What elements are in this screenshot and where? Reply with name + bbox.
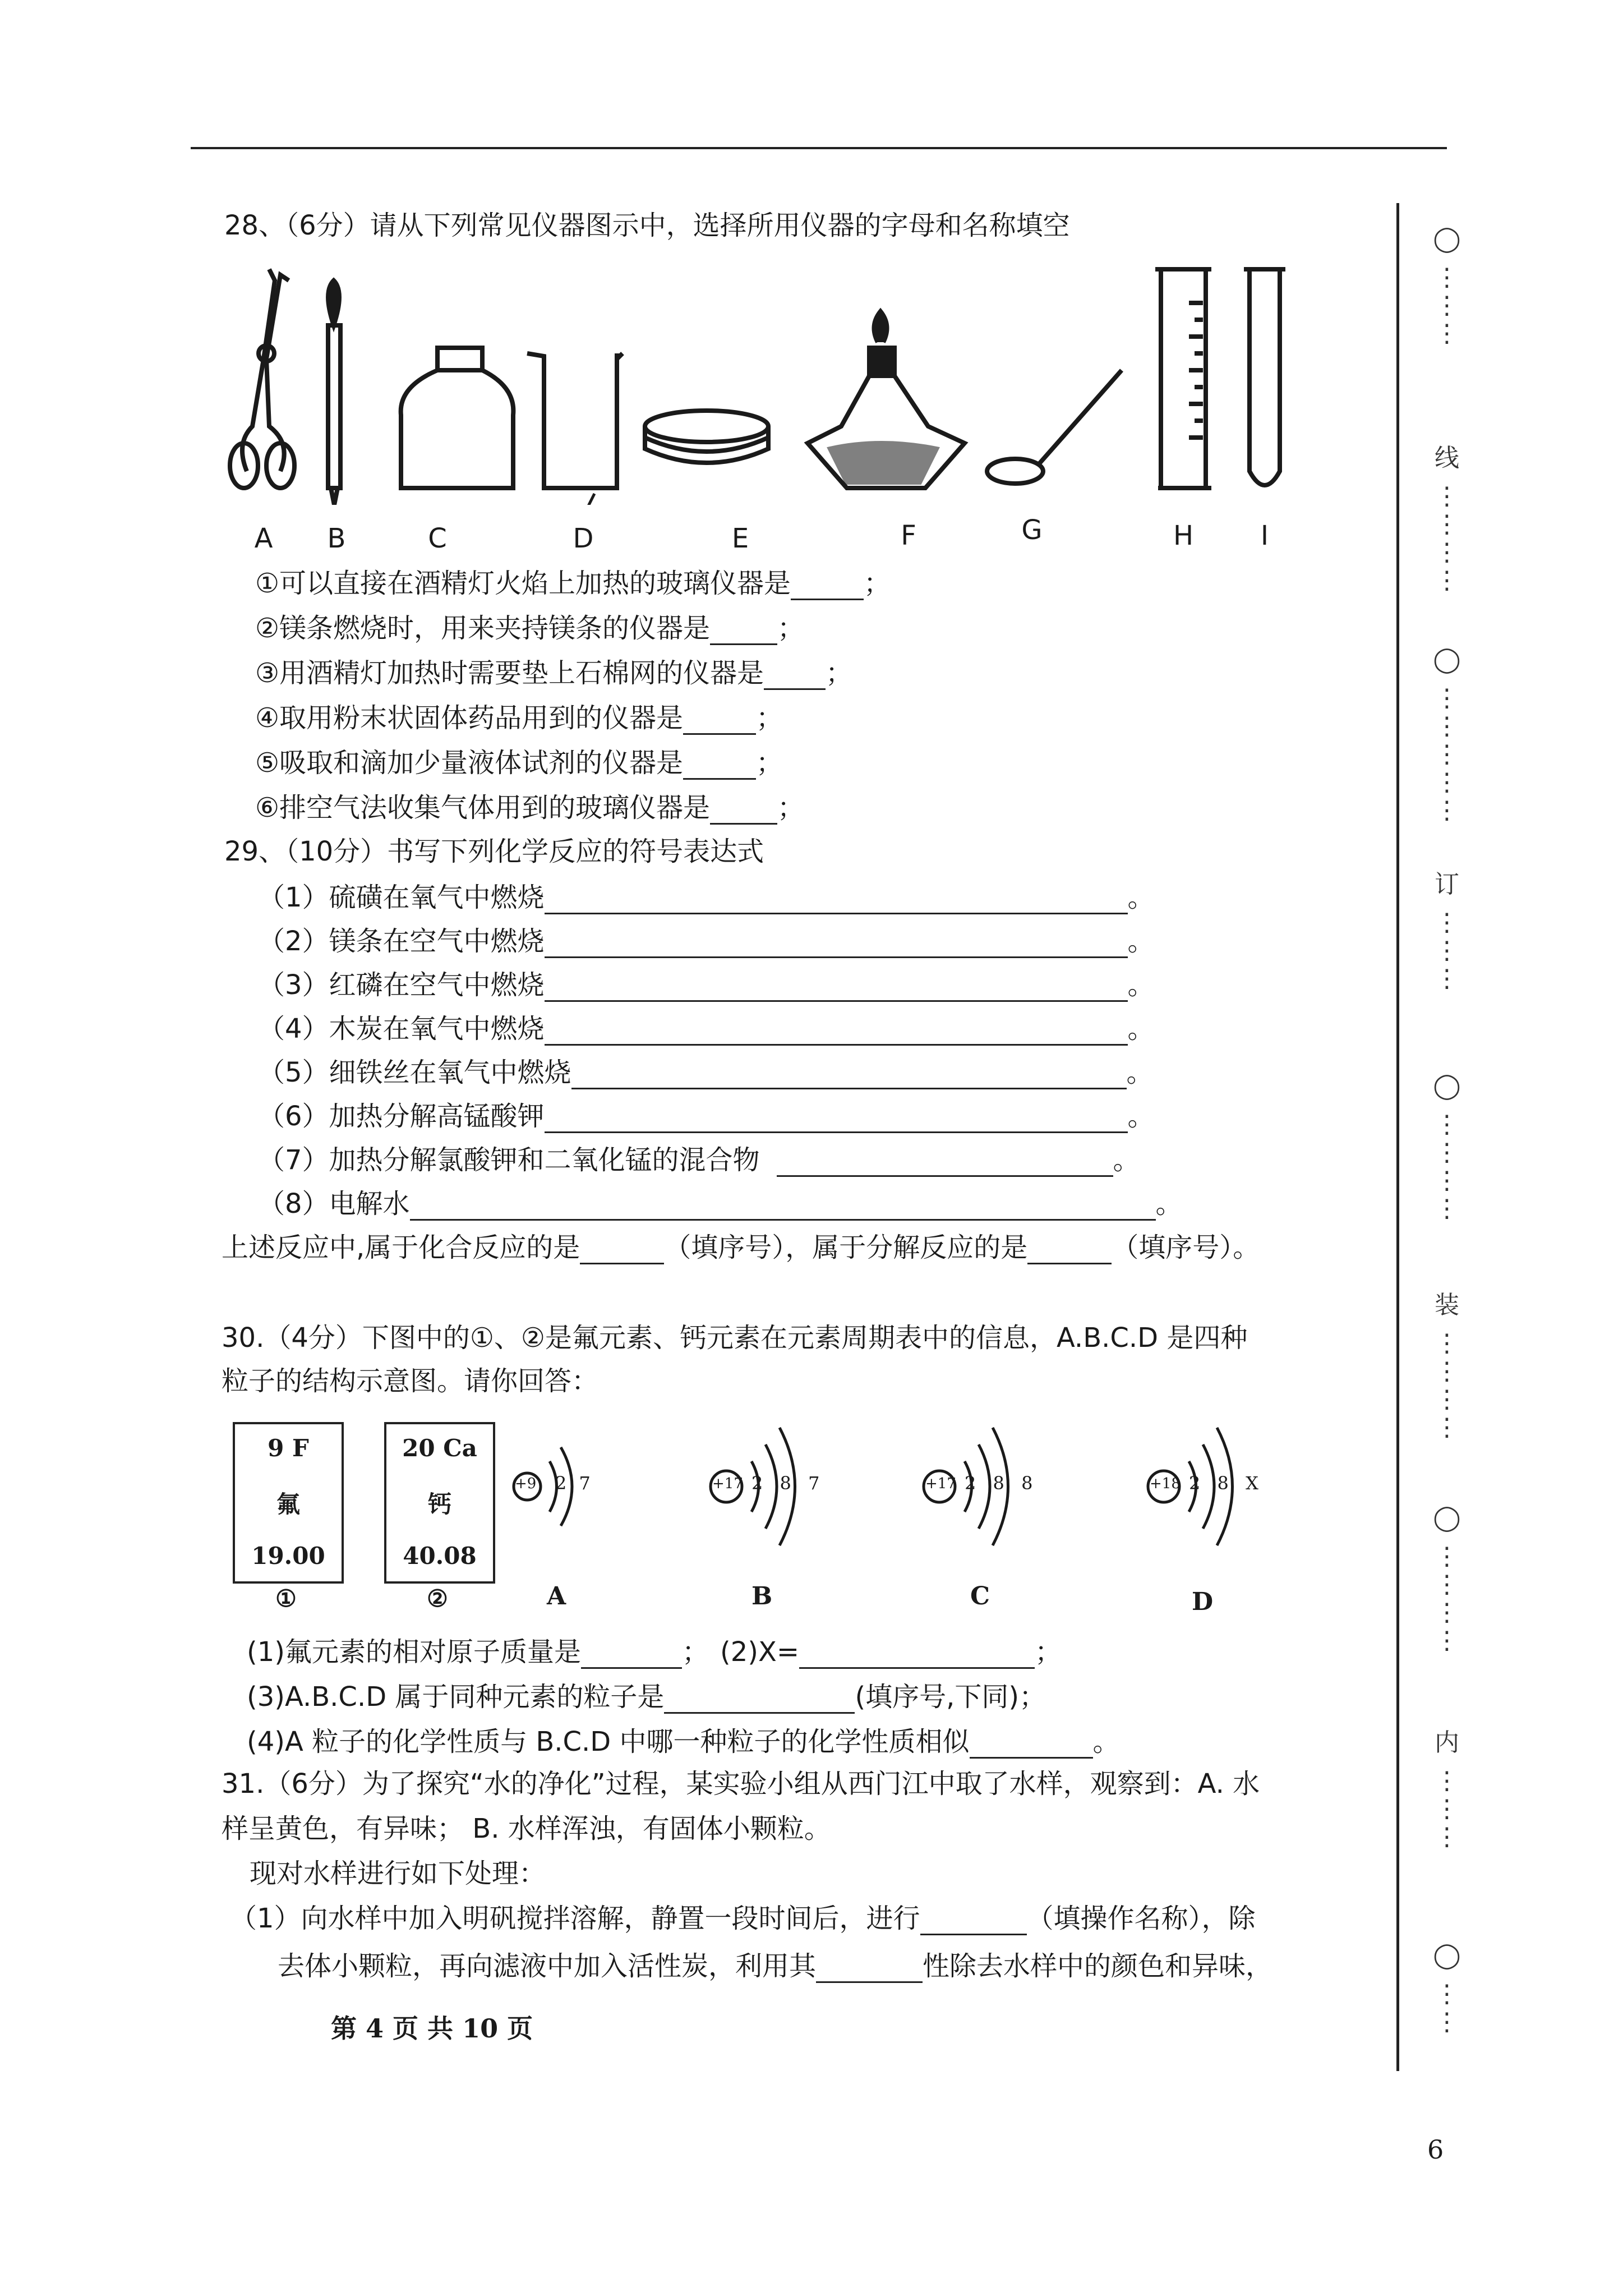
instrument-illustrations (213, 258, 1324, 505)
q30-header-2: 粒子的结构示意图。请你回答： (222, 1365, 599, 1397)
instrument-label-h: H (1173, 520, 1194, 551)
nucleus-label: +18 (1150, 1475, 1181, 1492)
margin-char-ding: 订 (1435, 870, 1459, 899)
q28-item-6: ⑥排空气法收集气体用到的玻璃仪器是 ； (255, 792, 805, 823)
instrument-label-b: B (327, 523, 346, 554)
answer-blank[interactable] (1027, 1238, 1112, 1264)
binding-margin-line (1396, 203, 1399, 2071)
answer-blank[interactable] (777, 1151, 1113, 1177)
instrument-label-i: I (1260, 520, 1269, 551)
instrument-label-e: E (731, 523, 749, 554)
answer-blank[interactable] (791, 574, 864, 600)
answer-blank[interactable] (545, 888, 1128, 914)
answer-blank[interactable] (664, 1687, 855, 1714)
atomic-structure-diagrams (505, 1408, 1290, 1599)
shell-electrons: 2 7 (555, 1473, 594, 1494)
answer-blank[interactable] (799, 1642, 1035, 1669)
q29-item-7: （7）加热分解氯酸钾和二氧化锰的混合物 。 (258, 1144, 1140, 1176)
answer-blank[interactable] (683, 708, 756, 735)
atom-label-d: D (1192, 1588, 1214, 1616)
hole-circle-icon: ◯ (1433, 645, 1461, 674)
q29-summary: 上述反应中,属于化合反应的是 （填序号），属于分解反应的是 （填序号）。 (222, 1232, 1260, 1263)
evaporating-dish-icon (645, 411, 768, 463)
shell-electrons: 2 8 7 (751, 1473, 826, 1494)
nucleus-label: +17 (925, 1475, 956, 1492)
instrument-label-a: A (254, 523, 273, 554)
answer-blank[interactable] (410, 1194, 1156, 1221)
q28-item-4: ④取用粉末状固体药品用到的仪器是 ； (255, 702, 783, 734)
q30-question-4: (4)A 粒子的化学性质与 B.C.D 中哪一种粒子的化学性质相似 。 (247, 1726, 1120, 1757)
page-footer: 第 4 页 共 10 页 (331, 2013, 533, 2044)
top-rule (191, 147, 1447, 149)
q31-line-5: 去体小颗粒，再向滤液中加入活性炭，利用其 性除去水样中的颜色和异味， (278, 1950, 1273, 1982)
q31-line-4: （1）向水样中加入明矾搅拌溶解，静置一段时间后，进行 （填操作名称），除 (230, 1903, 1256, 1934)
answer-blank[interactable] (920, 1909, 1027, 1935)
q29-item-1: （1）硫磺在氧气中燃烧 。 (258, 882, 1155, 913)
atom-label-a: A (547, 1582, 566, 1611)
atom-label-c: C (970, 1582, 990, 1611)
nucleus-label: +9 (515, 1475, 537, 1492)
wide-mouth-bottle-icon (401, 348, 514, 488)
answer-blank[interactable] (683, 753, 756, 780)
q31-line-1: 31.（6分）为了探究“水的净化”过程，某实验小组从西门江中取了水样，观察到：A. 水 (222, 1768, 1260, 1800)
q30-question-1-2: (1)氟元素的相对原子质量是 ； (2)X= ； (247, 1636, 1062, 1668)
element-card-calcium: 20 Ca 钙 40.08 (384, 1422, 495, 1584)
dropper-icon (328, 280, 340, 505)
element-card-label: ① (275, 1585, 297, 1612)
element-card-label: ② (427, 1585, 448, 1612)
q29-item-8: （8）电解水 。 (258, 1188, 1183, 1220)
instrument-label-f: F (901, 520, 916, 551)
crucible-tongs-icon (230, 269, 294, 488)
q29-header: 29、（10分）书写下列化学反应的符号表达式 (224, 836, 764, 867)
alcohol-lamp-icon (808, 311, 965, 488)
answer-blank[interactable] (545, 932, 1128, 958)
graduated-cylinder-icon (1155, 269, 1211, 488)
nucleus-label: +17 (712, 1475, 743, 1492)
binding-margin: ◯ ⋮ ⋮ ⋮ 线 ⋮ ⋮ ⋮ ⋮ ◯ ⋮ ⋮ ⋮ ⋮ ⋮ 订 ⋮ ⋮ ⋮ ◯ ⋮ ⋮ ⋮ ⋮ 装 ⋮ ⋮ ⋮ ⋮ ◯ ⋮ ⋮ ⋮ ⋮ 内 ⋮ ⋮ ⋮ ◯ ⋮ ⋮ (1427, 213, 1467, 2064)
q29-item-4: （4）木炭在氧气中燃烧 。 (258, 1013, 1155, 1045)
medicine-spoon-icon (987, 370, 1122, 484)
answer-blank[interactable] (545, 976, 1128, 1002)
q30-header-1: 30.（4分）下图中的①、②是氟元素、钙元素在元素周期表中的信息，A.B.C.D 是四种 (222, 1322, 1248, 1354)
answer-blank[interactable] (580, 1238, 664, 1264)
margin-char-xian: 线 (1435, 444, 1459, 472)
page-number: 6 (1427, 2134, 1444, 2165)
q29-item-3: （3）红磷在空气中燃烧 。 (258, 969, 1155, 1001)
element-card-fluorine: 9 F 氟 19.00 (233, 1422, 344, 1584)
beaker-icon (527, 353, 623, 488)
hole-circle-icon: ◯ (1433, 224, 1461, 253)
checkmark-icon (550, 494, 594, 505)
answer-blank[interactable] (710, 619, 777, 645)
hole-circle-icon: ◯ (1433, 1941, 1461, 1970)
instrument-label-g: G (1021, 514, 1043, 546)
margin-char-zhuang: 装 (1435, 1291, 1459, 1319)
q28-item-2: ②镁条燃烧时，用来夹持镁条的仪器是 ； (255, 613, 805, 644)
q31-line-3: 现对水样进行如下处理： (250, 1858, 546, 1889)
answer-blank[interactable] (545, 1019, 1128, 1046)
atom-label-b: B (751, 1582, 773, 1611)
q31-line-2: 样呈黄色，有异味； B. 水样浑浊，有固体小颗粒。 (222, 1813, 831, 1844)
shell-electrons: 2 8 8 (965, 1473, 1039, 1494)
q29-item-6: （6）加热分解高锰酸钾 。 (258, 1101, 1155, 1132)
q28-item-3: ③用酒精灯加热时需要垫上石棉网的仪器是 ； (255, 657, 853, 689)
q28-item-5: ⑤吸取和滴加少量液体试剂的仪器是 ； (255, 747, 783, 779)
instrument-label-d: D (573, 523, 594, 554)
hole-circle-icon: ◯ (1433, 1503, 1461, 1532)
answer-blank[interactable] (581, 1642, 682, 1669)
answer-blank[interactable] (816, 1957, 923, 1983)
hole-circle-icon: ◯ (1433, 1071, 1461, 1100)
q28-header: 28、（6分）请从下列常见仪器图示中，选择所用仪器的字母和名称填空 (224, 210, 1070, 241)
answer-blank[interactable] (764, 664, 826, 690)
q29-item-5: （5）细铁丝在氧气中燃烧 。 (258, 1057, 1154, 1088)
margin-char-nei: 内 (1435, 1728, 1459, 1757)
q30-question-3: (3)A.B.C.D 属于同种元素的粒子是 (填序号,下同)； (247, 1681, 1046, 1713)
test-tube-icon (1244, 269, 1285, 485)
answer-blank[interactable] (571, 1063, 1127, 1089)
shell-electrons: 2 8 X (1189, 1473, 1264, 1494)
answer-blank[interactable] (545, 1107, 1128, 1133)
q28-item-1: ①可以直接在酒精灯火焰上加热的玻璃仪器是 ； (255, 568, 891, 599)
answer-blank[interactable] (710, 798, 777, 825)
answer-blank[interactable] (970, 1732, 1093, 1759)
instrument-label-c: C (428, 523, 447, 554)
q29-item-2: （2）镁条在空气中燃烧 。 (258, 926, 1155, 957)
